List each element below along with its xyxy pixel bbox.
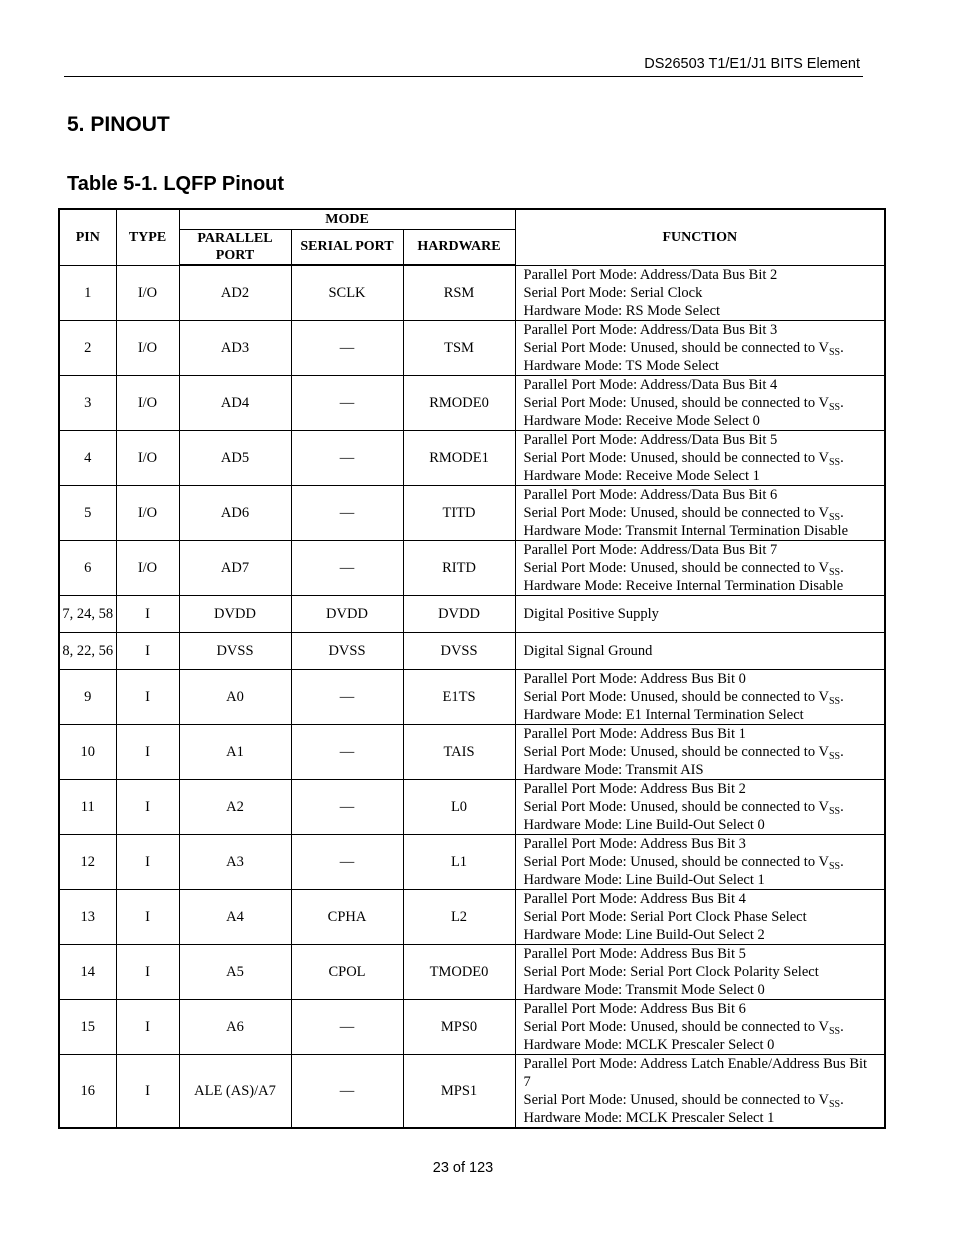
table-row: [59, 265, 885, 320]
type-cell: I: [116, 1054, 179, 1128]
function-line: [524, 688, 885, 706]
function-line-text: Serial Port Mode: Unused, should be connected to V: [523, 1091, 829, 1108]
parallel-port-cell: A2: [179, 779, 291, 834]
vss-suffix: .: [840, 559, 844, 576]
table-row: [59, 485, 885, 540]
function-line-text: Hardware Mode: Transmit Mode Select 0: [523, 981, 765, 998]
function-line: [524, 467, 885, 485]
table-row: [59, 320, 885, 375]
function-line-text: Serial Port Mode: Unused, should be connected to V: [523, 688, 829, 705]
type-cell: I: [116, 724, 179, 779]
parallel-port-cell: DVDD: [179, 595, 291, 632]
serial-port-cell: —: [291, 834, 403, 889]
serial-port-cell: DVSS: [291, 632, 403, 669]
page-number: 23 of 123: [432, 1160, 494, 1176]
function-line-text: Hardware Mode: Transmit AIS: [523, 761, 704, 778]
parallel-port-cell: A1: [179, 724, 291, 779]
type-cell: I/O: [116, 485, 179, 540]
function-line: [524, 853, 885, 871]
parallel-port-cell: AD7: [179, 540, 291, 595]
function-line-text: Hardware Mode: Line Build-Out Select 0: [523, 816, 765, 833]
hardware-cell: TMODE0: [403, 944, 515, 999]
table-row: [59, 779, 885, 834]
vss-suffix: .: [840, 743, 844, 760]
function-line: [524, 890, 885, 908]
hardware-cell: DVDD: [403, 595, 515, 632]
function-line: [524, 706, 885, 724]
function-line-text: Hardware Mode: Receive Mode Select 0: [523, 412, 760, 429]
function-line-text: Parallel Port Mode: Address Bus Bit 1: [523, 725, 746, 742]
function-line: [524, 1109, 877, 1127]
type-cell: I: [116, 595, 179, 632]
parallel-port-cell: A4: [179, 889, 291, 944]
header-function: FUNCTION: [515, 209, 885, 265]
function-line: [524, 321, 885, 339]
function-line: [524, 798, 885, 816]
serial-port-cell: —: [291, 485, 403, 540]
function-cell: [515, 834, 885, 889]
function-cell: [515, 320, 885, 375]
parallel-port-cell: AD6: [179, 485, 291, 540]
hardware-cell: L1: [403, 834, 515, 889]
vss-subscript: SS: [828, 750, 841, 762]
vss-suffix: .: [840, 798, 844, 815]
function-line: [524, 284, 885, 302]
pin-cell: 8, 22, 56: [59, 632, 116, 669]
function-line-text: Hardware Mode: MCLK Prescaler Select 1: [523, 1109, 775, 1126]
function-line-text: Serial Port Mode: Unused, should be connected to V: [523, 449, 829, 466]
header-divider: [64, 76, 863, 77]
function-line-text: Parallel Port Mode: Address Bus Bit 4: [523, 890, 746, 907]
vss-subscript: SS: [828, 346, 841, 358]
serial-port-cell: —: [291, 540, 403, 595]
function-line-text: Parallel Port Mode: Address/Data Bus Bit 2: [523, 266, 778, 283]
function-cell: [515, 1054, 885, 1128]
vss-suffix: .: [840, 339, 844, 356]
hardware-cell: TAIS: [403, 724, 515, 779]
function-line: [524, 871, 885, 889]
function-line: [524, 908, 885, 926]
type-cell: I: [116, 999, 179, 1054]
vss-suffix: .: [840, 394, 844, 411]
parallel-port-cell: A3: [179, 834, 291, 889]
vss-suffix: .: [840, 1091, 844, 1108]
function-line: [524, 559, 885, 577]
vss-suffix: .: [840, 688, 844, 705]
hardware-cell: L0: [403, 779, 515, 834]
serial-port-cell: —: [291, 724, 403, 779]
function-cell: [515, 485, 885, 540]
hardware-cell: TITD: [403, 485, 515, 540]
hardware-cell: TSM: [403, 320, 515, 375]
function-line: [524, 412, 885, 430]
function-line-text: Digital Signal Ground: [523, 642, 653, 659]
vss-suffix: .: [840, 449, 844, 466]
vss-subscript: SS: [828, 401, 841, 413]
header-serial-port: SERIAL PORT: [291, 229, 403, 265]
function-cell: [515, 779, 885, 834]
function-line: [524, 541, 885, 559]
function-line: [524, 266, 885, 284]
type-cell: I/O: [116, 320, 179, 375]
function-line-text: Parallel Port Mode: Address/Data Bus Bit 7: [523, 541, 778, 558]
section-title: 5. PINOUT: [67, 113, 170, 136]
parallel-port-cell: AD2: [179, 265, 291, 320]
serial-port-cell: —: [291, 779, 403, 834]
serial-port-cell: —: [291, 430, 403, 485]
serial-port-cell: —: [291, 999, 403, 1054]
table-row: [59, 375, 885, 430]
type-cell: I: [116, 944, 179, 999]
serial-port-cell: —: [291, 669, 403, 724]
function-line-text: Digital Positive Supply: [523, 605, 659, 622]
vss-subscript: SS: [828, 1025, 841, 1037]
function-line-text: Hardware Mode: Receive Mode Select 1: [523, 467, 760, 484]
function-cell: [515, 669, 885, 724]
function-line: [524, 780, 885, 798]
type-cell: I: [116, 632, 179, 669]
pin-cell: 10: [59, 724, 116, 779]
table-row: [59, 944, 885, 999]
pin-cell: 13: [59, 889, 116, 944]
function-line-text: Serial Port Mode: Serial Clock: [523, 284, 703, 301]
function-line: [524, 835, 885, 853]
serial-port-cell: —: [291, 320, 403, 375]
parallel-port-cell: ALE (AS)/A7: [179, 1054, 291, 1128]
vss-subscript: SS: [828, 511, 841, 523]
function-line: [524, 1018, 885, 1036]
function-cell: [515, 265, 885, 320]
function-line-text: Parallel Port Mode: Address/Data Bus Bit 6: [523, 486, 778, 503]
function-line-text: Serial Port Mode: Unused, should be connected to V: [523, 339, 829, 356]
hardware-cell: MPS1: [403, 1054, 515, 1128]
function-line: [524, 605, 885, 623]
function-line: [524, 963, 885, 981]
function-cell: [515, 632, 885, 669]
header-hardware: HARDWARE: [403, 229, 515, 265]
pin-cell: 3: [59, 375, 116, 430]
pinout-table: [58, 208, 886, 1129]
parallel-port-cell: A0: [179, 669, 291, 724]
function-line: [524, 945, 885, 963]
function-line: [524, 743, 885, 761]
function-line-text: Parallel Port Mode: Address Bus Bit 5: [523, 945, 746, 962]
serial-port-cell: —: [291, 1054, 403, 1128]
type-cell: I: [116, 889, 179, 944]
function-line-text: Serial Port Mode: Unused, should be connected to V: [523, 504, 829, 521]
parallel-port-cell: AD3: [179, 320, 291, 375]
function-cell: [515, 595, 885, 632]
parallel-port-cell: AD5: [179, 430, 291, 485]
function-line-text: Parallel Port Mode: Address Bus Bit 3: [523, 835, 746, 852]
function-line-text: Hardware Mode: RS Mode Select: [523, 302, 721, 319]
hardware-cell: L2: [403, 889, 515, 944]
pin-cell: 6: [59, 540, 116, 595]
vss-subscript: SS: [828, 860, 841, 872]
function-line: [524, 642, 885, 660]
function-line-text: Serial Port Mode: Unused, should be connected to V: [523, 559, 829, 576]
function-line: [524, 761, 885, 779]
function-line: [524, 926, 885, 944]
function-cell: [515, 430, 885, 485]
vss-subscript: SS: [828, 566, 841, 578]
function-cell: [515, 724, 885, 779]
function-line: [524, 302, 885, 320]
function-cell: [515, 375, 885, 430]
serial-port-cell: CPOL: [291, 944, 403, 999]
function-line: [524, 431, 885, 449]
function-line-text: Hardware Mode: Receive Internal Termination Disable: [523, 577, 844, 594]
function-line: [524, 1036, 885, 1054]
table-row: [59, 669, 885, 724]
function-cell: [515, 944, 885, 999]
vss-subscript: SS: [828, 456, 841, 468]
function-line: [524, 1000, 885, 1018]
document-header-title: DS26503 T1/E1/J1 BITS Element: [644, 56, 860, 72]
function-line: [524, 504, 885, 522]
hardware-cell: RITD: [403, 540, 515, 595]
header-type: TYPE: [116, 209, 179, 265]
vss-subscript: SS: [828, 1098, 841, 1110]
serial-port-cell: SCLK: [291, 265, 403, 320]
function-line-text: Parallel Port Mode: Address Latch Enable/Address Bus Bit 7: [523, 1055, 868, 1090]
function-cell: [515, 889, 885, 944]
vss-suffix: .: [840, 504, 844, 521]
function-cell: [515, 540, 885, 595]
function-line: [524, 670, 885, 688]
pin-cell: 9: [59, 669, 116, 724]
function-line-text: Hardware Mode: Line Build-Out Select 2: [523, 926, 765, 943]
function-line: [524, 577, 885, 595]
function-line: [524, 376, 885, 394]
hardware-cell: RMODE0: [403, 375, 515, 430]
function-line-text: Serial Port Mode: Unused, should be connected to V: [523, 853, 829, 870]
parallel-port-cell: DVSS: [179, 632, 291, 669]
table-row: [59, 834, 885, 889]
vss-suffix: .: [840, 1018, 844, 1035]
function-line: [524, 486, 885, 504]
serial-port-cell: DVDD: [291, 595, 403, 632]
type-cell: I: [116, 669, 179, 724]
function-line: [524, 394, 885, 412]
hardware-cell: E1TS: [403, 669, 515, 724]
function-line: [524, 449, 885, 467]
type-cell: I/O: [116, 430, 179, 485]
function-line-text: Serial Port Mode: Unused, should be connected to V: [523, 394, 829, 411]
pin-cell: 12: [59, 834, 116, 889]
pin-cell: 5: [59, 485, 116, 540]
function-line: [524, 816, 885, 834]
table-row: [59, 430, 885, 485]
hardware-cell: MPS0: [403, 999, 515, 1054]
table-title: Table 5-1. LQFP Pinout: [67, 173, 285, 195]
function-line: [524, 725, 885, 743]
function-line-text: Parallel Port Mode: Address Bus Bit 2: [523, 780, 746, 797]
vss-subscript: SS: [828, 695, 841, 707]
table-row: [59, 632, 885, 669]
pin-cell: 4: [59, 430, 116, 485]
pin-cell: 15: [59, 999, 116, 1054]
serial-port-cell: —: [291, 375, 403, 430]
function-cell: [515, 999, 885, 1054]
header-pin: PIN: [59, 209, 116, 265]
header-mode: MODE: [179, 209, 515, 229]
function-line: [524, 1091, 877, 1109]
function-line: [524, 981, 885, 999]
hardware-cell: DVSS: [403, 632, 515, 669]
table-row: [59, 724, 885, 779]
function-line-text: Serial Port Mode: Unused, should be connected to V: [523, 743, 829, 760]
function-line-text: Hardware Mode: Line Build-Out Select 1: [523, 871, 765, 888]
function-line-text: Parallel Port Mode: Address/Data Bus Bit 4: [523, 376, 778, 393]
type-cell: I: [116, 834, 179, 889]
hardware-cell: RSM: [403, 265, 515, 320]
vss-subscript: SS: [828, 805, 841, 817]
function-line-text: Hardware Mode: MCLK Prescaler Select 0: [523, 1036, 775, 1053]
function-line-text: Serial Port Mode: Serial Port Clock Phase Select: [523, 908, 807, 925]
serial-port-cell: CPHA: [291, 889, 403, 944]
pin-cell: 7, 24, 58: [59, 595, 116, 632]
table-row: [59, 540, 885, 595]
function-line: [524, 339, 885, 357]
pin-cell: 16: [59, 1054, 116, 1128]
function-line-text: Serial Port Mode: Serial Port Clock Polarity Select: [523, 963, 819, 980]
function-line-text: Parallel Port Mode: Address/Data Bus Bit 5: [523, 431, 778, 448]
table-row: [59, 889, 885, 944]
function-line-text: Parallel Port Mode: Address/Data Bus Bit 3: [523, 321, 778, 338]
pin-cell: 14: [59, 944, 116, 999]
function-line-text: Hardware Mode: Transmit Internal Termination Disable: [523, 522, 849, 539]
type-cell: I/O: [116, 265, 179, 320]
type-cell: I/O: [116, 375, 179, 430]
vss-suffix: .: [840, 853, 844, 870]
table-row: [59, 595, 885, 632]
parallel-port-cell: A6: [179, 999, 291, 1054]
function-line-text: Hardware Mode: E1 Internal Termination Select: [523, 706, 804, 723]
pin-cell: 2: [59, 320, 116, 375]
function-line-text: Parallel Port Mode: Address Bus Bit 0: [523, 670, 746, 687]
parallel-port-cell: AD4: [179, 375, 291, 430]
pin-cell: 11: [59, 779, 116, 834]
function-line-text: Serial Port Mode: Unused, should be connected to V: [523, 798, 829, 815]
parallel-port-cell: A5: [179, 944, 291, 999]
pin-cell: 1: [59, 265, 116, 320]
pinout-table-body: [59, 265, 885, 1128]
function-line: [524, 522, 885, 540]
type-cell: I: [116, 779, 179, 834]
function-line: [524, 1055, 877, 1091]
function-line-text: Parallel Port Mode: Address Bus Bit 6: [523, 1000, 746, 1017]
function-line-text: Hardware Mode: TS Mode Select: [523, 357, 719, 374]
function-line-text: Serial Port Mode: Unused, should be connected to V: [523, 1018, 829, 1035]
hardware-cell: RMODE1: [403, 430, 515, 485]
table-row: [59, 999, 885, 1054]
header-parallel-port: PARALLEL PORT: [179, 229, 291, 265]
type-cell: I/O: [116, 540, 179, 595]
function-line: [524, 357, 885, 375]
table-row: [59, 1054, 885, 1128]
